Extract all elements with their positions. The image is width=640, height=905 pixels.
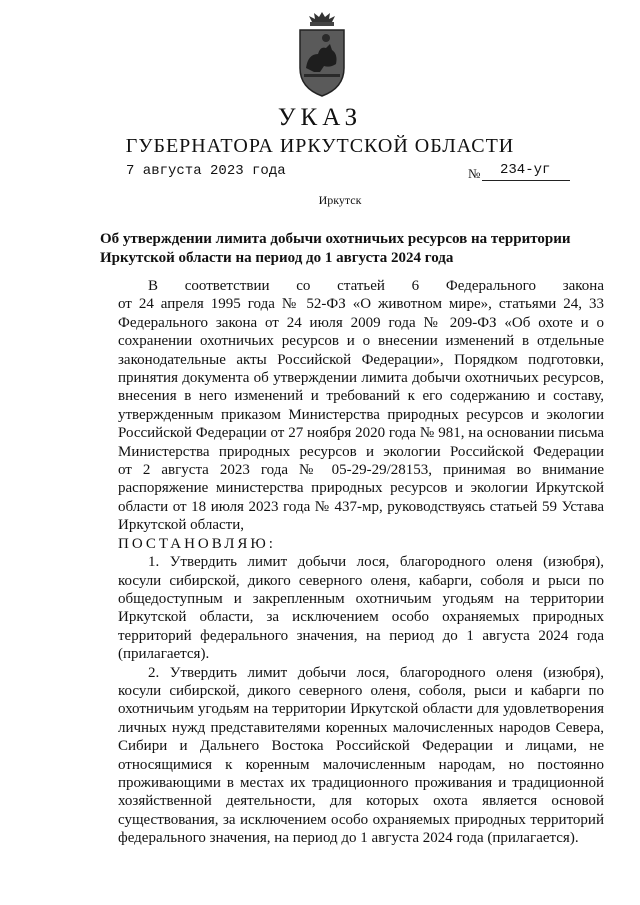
body-line: Министерства природных ресурсов и экологии Российской Федерации bbox=[118, 443, 604, 460]
body-line: сохранении охотничьих ресурсов и о внесении изменений в отдельные bbox=[118, 333, 604, 350]
coat-of-arms-icon bbox=[296, 10, 348, 98]
body-line: принятия документа об утверждении лимита добычи охотничьих ресурсов, bbox=[118, 370, 604, 387]
document-title: УКАЗ bbox=[277, 104, 363, 131]
document-city: Иркутск bbox=[318, 193, 362, 207]
body-line: утвержденным приказом Министерства природных ресурсов и экологии bbox=[118, 406, 604, 423]
item1-line: (прилагается). bbox=[118, 646, 210, 663]
body-line: внесения в него изменений и требований к его содержанию и составу, bbox=[118, 388, 604, 405]
heading-line: Иркутской области на период до 1 августа 2024 года bbox=[100, 250, 454, 266]
item2-line: хозяйственной деятельности, для которых охота является основой bbox=[118, 793, 604, 810]
body-line: области от 18 июля 2023 года № 437-мр, руководствуясь статьей 59 Устава bbox=[118, 498, 604, 515]
body-line: от 24 апреля 1995 года № 52-ФЗ «О животном мире», статьями 24, 33 bbox=[118, 296, 604, 313]
document-issuer: ГУБЕРНАТОРА ИРКУТСКОЙ ОБЛАСТИ bbox=[125, 135, 515, 157]
postanovlyayu-label: ПОСТАНОВЛЯЮ: bbox=[118, 535, 276, 552]
item1-line: 1. Утвердить лимит добычи лося, благородного оленя (изюбря), bbox=[148, 554, 604, 571]
item2-line: проживающими в местах их традиционного проживания и традиционной bbox=[118, 774, 604, 791]
item2-line: личных нужд представителями коренных малочисленных народов Севера, bbox=[118, 719, 604, 736]
document-number: 234-уг bbox=[482, 162, 570, 181]
body-line: законодательные акты Российской Федерации», Порядком подготовки, bbox=[118, 351, 604, 368]
document-body bbox=[118, 277, 604, 848]
body-line: от 2 августа 2023 года № 05-29-29/28153, принимая во внимание bbox=[118, 462, 604, 479]
body-line: распоряжение министерства природных ресурсов и экологии Иркутской bbox=[118, 480, 604, 497]
document-heading bbox=[100, 230, 590, 268]
body-line: Российской Федерации от 27 ноября 2020 года № 981, на основании письма bbox=[118, 425, 604, 442]
body-line: В соответствии со статьей 6 Федерального закона bbox=[148, 278, 604, 294]
item1-line: косули сибирской, дикого северного оленя, кабарги, соболя и рыси по bbox=[118, 572, 604, 589]
item2-line: Сибири и Дальнего Востока Российской Федерации и лицами, не bbox=[118, 738, 604, 755]
item2-line: федерального значения, на период до 1 августа 2024 года (прилагается). bbox=[118, 830, 579, 847]
body-line: Федерального закона от 24 июля 2009 года № 209-ФЗ «Об охоте и о bbox=[118, 314, 604, 331]
item2-line: охотничьим угодьям на территории Иркутской области для удовлетворения bbox=[118, 701, 604, 718]
item2-line: существования, за исключением особо охраняемых природных территорий bbox=[118, 811, 604, 828]
number-label: № bbox=[468, 166, 481, 181]
heading-line: Об утверждении лимита добычи охотничьих ресурсов на территории bbox=[100, 231, 571, 247]
item2-line: косули сибирской, дикого северного оленя, соболя, рыси и кабарги по bbox=[118, 682, 604, 699]
item1-line: общедоступным и закрепленным охотничьим угодьям на территории bbox=[118, 590, 604, 607]
item2-line: относящимися к коренным малочисленным народам, но постоянно bbox=[118, 756, 604, 773]
body-line: Иркутской области, bbox=[118, 517, 244, 534]
item1-line: Иркутской области, за исключением особо охраняемых природных bbox=[118, 609, 604, 626]
item2-line: 2. Утвердить лимит добычи лося, благородного оленя (изюбря), bbox=[148, 664, 604, 681]
document-date: 7 августа 2023 года bbox=[126, 163, 286, 179]
item1-line: территорий федерального значения, на период до 1 августа 2024 года bbox=[118, 627, 604, 644]
